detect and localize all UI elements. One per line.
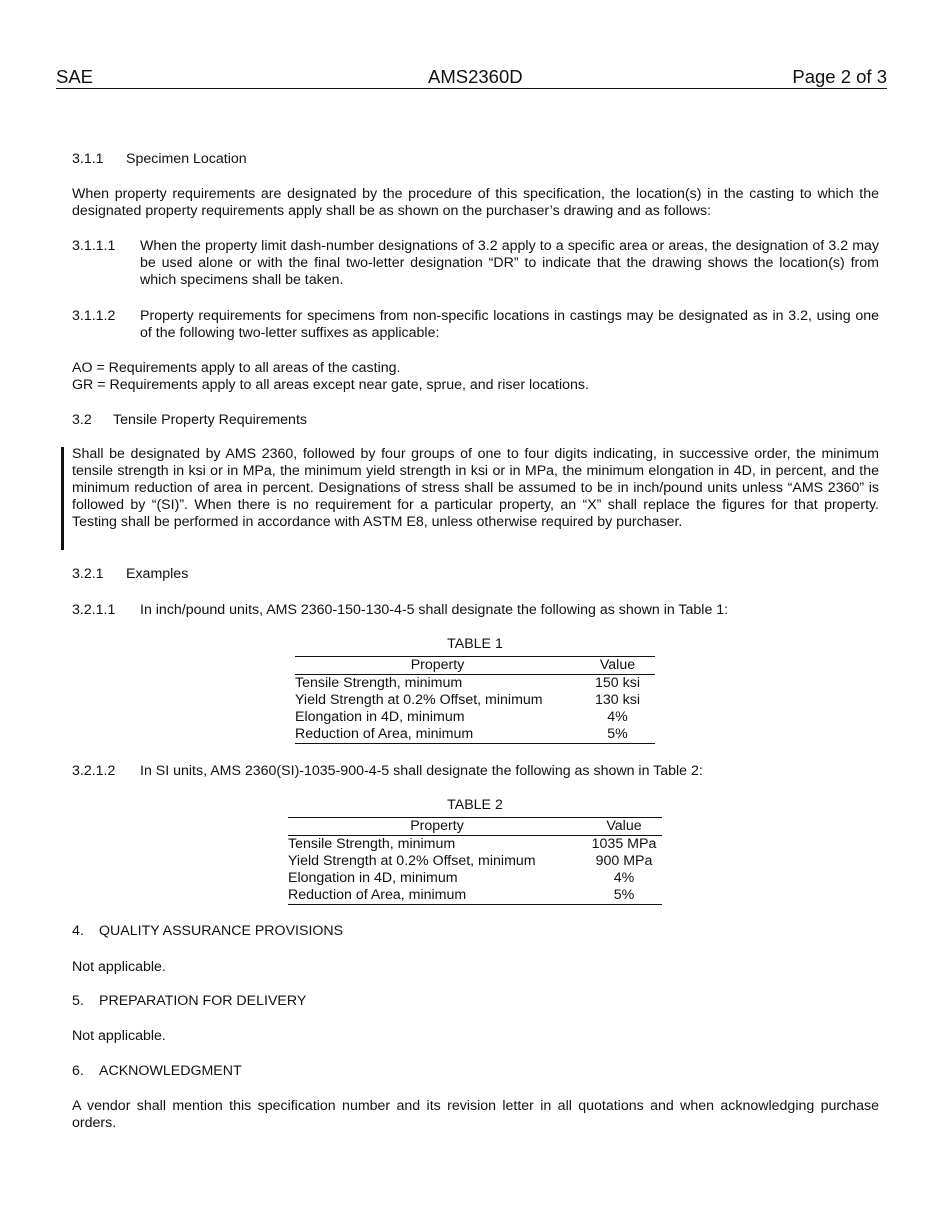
section-heading-5 xyxy=(72,993,306,1010)
table-1-caption: TABLE 1 xyxy=(447,636,503,652)
property-cell: Yield Strength at 0.2% Offset, minimum xyxy=(288,853,536,869)
section-body-5: Not applicable. xyxy=(72,1028,166,1044)
property-cell: Yield Strength at 0.2% Offset, minimum xyxy=(295,692,543,708)
table-2 xyxy=(288,817,662,905)
table-row xyxy=(295,675,655,693)
property-cell: Reduction of Area, minimum xyxy=(288,887,467,903)
section-title: ACKNOWLEDGMENT xyxy=(99,1063,242,1079)
section-body-3-1-1-2: Property requirements for specimens from non-specific locations in castings may be designated as in 3.2, using one of the following two-letter suffixes as applicable: xyxy=(140,308,879,341)
table-row xyxy=(288,853,662,870)
table-header-row xyxy=(288,818,662,836)
page-header xyxy=(56,66,887,89)
section-number-3-1-1-1: 3.1.1.1 xyxy=(72,238,116,254)
section-body-4: Not applicable. xyxy=(72,959,166,975)
section-title: Examples xyxy=(126,566,189,582)
table-2-caption: TABLE 2 xyxy=(447,797,503,813)
table-row xyxy=(288,870,662,887)
section-body-3-2-1-2: In SI units, AMS 2360(SI)-1035-900-4-5 shall designate the following as shown in Table 2: xyxy=(140,763,703,779)
section-number: 3.2.1 xyxy=(72,566,104,582)
section-number: 3.2 xyxy=(72,412,92,428)
column-header-property: Property xyxy=(410,657,465,673)
header-org: SAE xyxy=(56,66,94,87)
value-cell: 4% xyxy=(613,870,635,886)
table-1 xyxy=(295,656,655,744)
section-heading-3-2 xyxy=(72,412,307,429)
value-cell: 1035 MPa xyxy=(591,836,657,852)
section-body-3-2: Shall be designated by AMS 2360, followed by four groups of one to four digits indicating, in successive order, the minimum tensile strength in ksi or in MPa, the minimum yield strength in ksi or in MPa, the minimum elongation in 4D, in percent, and the minimum reduction of area in percent. Designations of stress shall be assumed to be in inch/pound units unless “AMS 2360” is followed by “(SI)”. When there is no requirement for a particular property, an “X” shall replace the figures for that property. Testing shall be performed in accordance with ASTM E8, unless otherwise required by purchaser. xyxy=(72,446,879,530)
header-doc-number: AMS2360D xyxy=(428,66,523,87)
section-body-3-1-1-1: When the property limit dash-number designations of 3.2 apply to a specific area or areas, the designation of 3.2 may be used alone or with the final two-letter designation “DR” to indicate that the drawing shows the location(s) from which specimens shall be taken. xyxy=(140,238,879,288)
section-title: Specimen Location xyxy=(126,151,247,167)
property-cell: Tensile Strength, minimum xyxy=(288,836,456,852)
section-body-3-1-1: When property requirements are designated by the procedure of this specification, the location(s) in the casting to which the designated property requirements apply shall be as shown on the purchaser’s drawing and as follows: xyxy=(72,186,879,219)
section-body-6: A vendor shall mention this specification number and its revision letter in all quotations and when acknowledging purchase orders. xyxy=(72,1098,879,1131)
section-body-3-2-1-1: In inch/pound units, AMS 2360-150-130-4-5 shall designate the following as shown in Table 1: xyxy=(140,602,729,618)
section-heading-3-1-1 xyxy=(72,151,247,168)
table-row xyxy=(288,887,662,905)
section-number-3-2-1-2: 3.2.1.2 xyxy=(72,763,116,779)
table-header-row xyxy=(295,657,655,675)
section-heading-3-2-1 xyxy=(72,566,188,583)
table-row xyxy=(295,709,655,726)
value-cell: 5% xyxy=(607,726,628,742)
column-header-property: Property xyxy=(410,818,464,834)
section-heading-4 xyxy=(72,923,343,940)
property-cell: Tensile Strength, minimum xyxy=(295,675,463,691)
column-header-value: Value xyxy=(606,818,642,834)
section-number: 4. xyxy=(72,923,84,939)
table-row xyxy=(295,692,655,709)
suffix-ao: AO = Requirements apply to all areas of the casting. xyxy=(72,360,401,376)
table-row xyxy=(295,726,655,744)
property-cell: Elongation in 4D, minimum xyxy=(295,709,465,725)
value-cell: 5% xyxy=(613,887,635,903)
property-cell: Reduction of Area, minimum xyxy=(295,726,474,742)
section-heading-6 xyxy=(72,1063,242,1080)
table-row xyxy=(288,836,662,854)
section-title: Tensile Property Requirements xyxy=(113,412,307,428)
column-header-value: Value xyxy=(599,657,636,673)
header-page-number: Page 2 of 3 xyxy=(792,66,887,87)
section-number-3-2-1-1: 3.2.1.1 xyxy=(72,602,116,618)
section-title: PREPARATION FOR DELIVERY xyxy=(99,993,307,1009)
revision-change-bar xyxy=(61,447,64,550)
property-cell: Elongation in 4D, minimum xyxy=(288,870,458,886)
section-number: 3.1.1 xyxy=(72,151,104,167)
value-cell: 150 ksi xyxy=(595,675,640,691)
value-cell: 900 MPa xyxy=(595,853,653,869)
section-number: 5. xyxy=(72,993,84,1009)
section-number-3-1-1-2: 3.1.1.2 xyxy=(72,308,116,324)
value-cell: 130 ksi xyxy=(595,692,640,708)
suffix-gr: GR = Requirements apply to all areas except near gate, sprue, and riser locations. xyxy=(72,377,589,393)
section-number: 6. xyxy=(72,1063,84,1079)
value-cell: 4% xyxy=(607,709,628,725)
section-title: QUALITY ASSURANCE PROVISIONS xyxy=(99,923,344,939)
